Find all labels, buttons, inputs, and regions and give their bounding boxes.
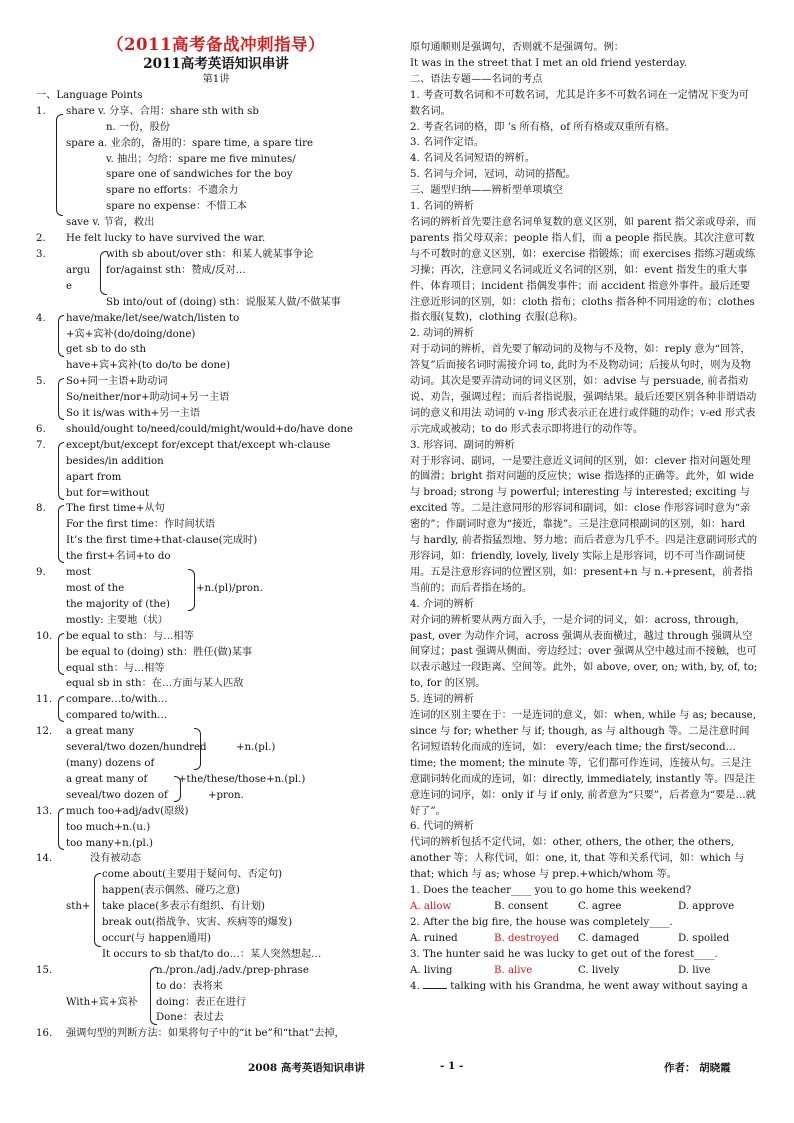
pron-heading: 6. 代词的辨析 [410,821,474,833]
item-4: 4. have/make/let/see/watch/listen to +宾+宾补(do/doing/done) get sb to do sth have+宾+宾补(to do/to be done) [36,312,240,372]
question-3-options: A. living B. alive C. lively D. live [410,964,711,976]
item-12: 12. a great many several/two dozen/hundred +n.(pl.) (many) dozens of a great many of +the/these/those+n.(pl.) seveal/two dozen of +pron. [36,726,306,801]
item-1: 1. share v. 分享、合用：share sth with sb n. 一份，股份 spare a. 业余的，备用的：spare time, a spare tire v. 抽出；匀给：spare me five minutes/ spare one of sandwiches for the boy spare no efforts：不遗余力 spare no expense：不惜工本 save v. 节省，救出 [36,105,314,229]
questions-heading: 三、题型归纳——辨析型单项填空 [410,185,563,197]
item-11: 11. compare…to/with… compared to/with… [36,694,168,722]
adj-heading: 3. 形容词、副词的辨析 [410,439,515,451]
item-8: 8. The first time+从句 For the first time：作时间状语 It’s the first time+that-clause(完成时) the first+名词+to do [36,503,258,563]
question-4: 4. talking with his Grandma, he went away without saying a [410,978,758,995]
page-footer [0,1060,794,1078]
item-7: 7. except/but/except for/except that/except wh-clause besides/in addition apart from but for=without [36,439,331,499]
question-3: 3. The hunter said he was lucky to get out of the forest____. [410,948,718,960]
page-title: 2011高考英语知识串讲 [143,56,289,72]
left-column [36,34,396,1042]
question-2: 2. After the big fire, the house was completely____. [410,916,673,928]
question-2-options: A. ruined B. destroyed C. damaged D. spoiled [410,932,730,944]
item-3: 3. with sb about/over sth：和某人就某事争论 argu for/against sth：赞成/反对… e Sb into/out of (doing) sth：说服某人做/不做某事 [36,248,341,308]
footer-title: 2008 高考英语知识串讲 [248,1062,365,1074]
item-16: 16. 强调句型的判断方法：如果将句子中的“it be”和“that”去掉， [36,1028,345,1040]
grammar-heading: 二、语法专题——名词的考点 [410,73,543,85]
lecture-label: 第1讲 [202,74,230,85]
verb-paragraph: 对于动词的辨析，首先要了解动词的及物与不及物，如：reply 意为“回答，答复”后面接名词时需接介词 to, 此时为不及物动词；后接从句时，则为及物动词。其次是要弄清动词的词义区别，如：advise 与 persuade, 前者指劝说、劝告，强调过程；而后者指说服，强调结果。最后还要区别各种非谓语动词的意义和用法 动词的 v-ing 形式表示正在进行或伴随的动作；v-ed 形式表示完成或被动；to do 形式表示即将进行的动作等。 [410,344,757,435]
prep-paragraph: 对介词的辨析要从两方面入手，一是介词的词义，如：across, through, past, over 为动作介词，across 强调从表面横过，越过 through 强调从空间穿过；past 强调从侧面、旁边经过；over 强调从空中越过而不接触，也可以表示越过一段距离、空间等。此外，如 above, over, on; with, by, of, to; to, for 的区别。 [410,614,758,690]
noun-paragraph: 名词的辨析首先要注意名词单复数的意义区别，如 parent 指父亲或母亲，而 parents 指父母双亲；people 指人们，而 a people 指民族。其次注意可数与不可数时的意义区别，如：exercise 指锻炼；而 exercises 指练习题或练习操；再次，注意同义名词或近义名词的区别，如：event 指发生的重大事件、体育项目；incident 指偶发事件；而 accident 指意外事件。最后还要注意近形词的区别，如：cloth 指布；cloths 指各种不同用途的布；clothes 指衣服(复数)，clothing 衣服(总称)。 [410,216,757,324]
conj-paragraph: 连词的区别主要在于：一是连词的意义，如：when, while 与 as; because, since 与 for; whether 与 if; though, as 与 although 等。二是注意时间名词短语转化而成的连词，如： every/each time; the first/second…time; the moment; the minute 等，它们都可作连词，连接从句。三是注意副词转化而成的连词，如：directly, immediately, instantly 等。四是注意连词的词序，如：only if 与 if only, 前者意为“只要”，后者意为“要是…就好了”。 [410,710,756,817]
item-13: 13. much too+adj/adv(原级) too much+n.(u.) too many+n.(pl.) [36,805,189,849]
question-1-options: A. allow B. consent C. agree D. approve [410,900,735,912]
prep-heading: 4. 介词的辨析 [410,598,474,610]
conj-heading: 5. 连词的辨析 [410,694,474,706]
verb-heading: 2. 动词的辨析 [410,328,474,340]
pron-paragraph: 代词的辨析包括不定代词，如：other, others, the other, the others, another 等；人称代词，如：one, it, that 等和关系代词，如：which 与 that; which 与 as; whose 与 prep.+which/whom 等。 [410,837,745,881]
right-column: 原句通顺则是强调句，否则就不是强调句。例： It was in the street that I met an old friend yesterday. 二、语法专题——名词的考点 1. 考查可数名词和不可数名词，尤其是许多不可数名词在一定情况下变为可数名词。 2. 考查名词的格，即 ’s 所有格，of 所有格或双重所有格。 3. 名词作定语。 4. 名词及名词短语的辨析。 5. 名词与介词，冠词，动词的搭配。 三、题型归纳——辨析型单项填空 1. 名词的辨析 名词的辨析首先要注意名词单复数的意义区别，如 parent 指父亲或母亲，而 parents 指父母双亲；people 指人们，而 a people 指民族。其次注意可数与不可数时的意义区别，如：exercise 指锻炼；而 exercises 指练习题或练习操；再次，注意同义名词或近义名词的区别，如：event 指发生的重大事件、体育项目；incident 指偶发事件；而 accident 指意外事件。最后还要注意近形词的区别，如：cloth 指布；cloths 指各种不同用途的布；clothes 指衣服(复数)，clothing 衣服(总称)。 2. 动词的辨析 对于动词的辨析，首先要了解动词的及物与不及物，如：reply 意为“回答，答复”后面接名词时需接介词 to, 此时为不及物动词；后接从句时，则为及物动词。其次是要弄清动词的词义区别，如：advise 与 persuade, 前者指劝说、劝告，强调过程；而后者指说服，强调结果。最后还要区别各种非谓语动词的意义和用法 动词的 v-ing 形式表示正在进行或伴随的动作；v-ed 形式表示完成或被动；to do 形式表示即将进行的动作等。 3. 形容词、副词的辨析 对于形容词、副词，一是要注意近义词间的区别，如：clever 指对问题处理的圆滑；bright 指对问题的反应快；wise 指选择的正确等。此外，如 wide 与 broad; strong 与 powerful; interesting 与 interested; exciting 与 excited 等。二是注意同形的形容词和副词，如：close 作形容词时意为“亲密的”；作副词时意为“接近，靠拢”。三是注意同根副词的区别，如：hard 与 hardly, 前者指猛烈地、努力地；而后者意为几乎不。四是注意副词形式的形容词，如：friendly, lovely, lively 实际上是形容词，切不可当作副词使用。五是注意形容词的位置区别，如：present+n 与 n.+present，前者指当前的；而后者指在场的。 4. 介词的辨析 对介词的辨析要从两方面入手，一是介词的词义，如：across, through, past, over 为动作介词，across 强调从表面横过，越过 through 强调从空间穿过；past 强调从侧面、旁边经过；over 强调从空中越过而不接触，也可以表示越过一段距离、空间等。此外，如 above, over, on; with, by, of, to; to, for 的区别。 5. 连词的辨析 连词的区别主要在于：一是连词的意义，如：when, while 与 as; because, since 与 for; whether 与 if; though, as 与 although 等。二是注意时间名词短语转化而成的连词，如： every/each time; the first/second…time; the moment; the minute 等，它们都可作连词，连接从句。三是注意副词转化而成的连词，如：directly, immediately, instantly 等。四是注意连词的词序，如：only if 与 if only, 前者意为“只要”，后者意为“要是…就好了”。 6. 代词的辨析 代词的辨析包括不定代词，如：other, others, the other, the others, another 等；人称代词，如：one, it, that 等和关系代词，如：which 与 that; which 与 as; whose 与 prep.+which/whom 等。 1. Does the teacher____ you to go home this weekend? A. allow B. consent C. agree D. approve 2. After the big fire, the house was completely____. A. ruined B. destroyed C. damaged D. spoiled 3. The hunter said he was lucky to get out of the forest____. A. living B. alive C. lively D. live 4. talking with his Grandma, he went away without saying a [410,40,758,995]
item-9: 9. most most of the +n.(pl)/pron. the majority of (the) mostly: 主要地（状） [36,567,263,626]
item-15: 15. n./pron./adj./adv./prep-phrase to do：表将来 With+宾+宾补 doing：表正在进行 Done：表过去 [36,964,309,1024]
item-5: 5. So+同一主语+助动词 So/neither/nor+助动词+另一主语 So it is/was with+另一主语 [36,376,230,420]
adj-paragraph: 对于形容词、副词，一是要注意近义词间的区别，如：clever 指对问题处理的圆滑；bright 指对问题的反应快；wise 指选择的正确等。此外，如 wide 与 broad; strong 与 powerful; interesting 与 interested; exciting 与 excited 等。二是注意同形的形容词和副词，如：close 作形容词时意为“亲密的”；作副词时意为“接近，靠拢”。三是注意同根副词的区别，如：hard 与 hardly, 前者指猛烈地、努力地；而后者意为几乎不。四是注意副词形式的形容词，如：friendly, lovely, lively 实际上是形容词，切不可当作副词使用。五是注意形容词的位置区别，如：present+n 与 n.+present，前者指当前的；而后者指在场的。 [410,455,758,594]
item-10: 10. be equal to sth：与…相等 be equal to (doing) sth：胜任(做)某事 equal sth：与…相等 equal sb in sth：在…方面与某人匹敌 [36,630,253,690]
footer-author: 作者： 胡晓霞 [664,1062,731,1074]
item-14: 14. 没有被动态 come about(主要用于疑问句、否定句) happen(表示偶然、碰巧之意) sth+ take place(多表示有组织、有计划) break out(指战争、灾害、疾病等的爆发) occur(与 happen通用) It occurs to sb that/to do…：某人突然想起… [36,853,322,960]
item-6: 6. should/ought to/need/could/might/would+do/have done [36,423,353,435]
section-heading: 一、Language Points [36,89,143,101]
page-number: - 1 - [440,1060,464,1072]
title-red: （2011高考备战冲刺指导） [107,35,325,54]
noun-heading: 1. 名词的辨析 [410,201,474,213]
question-1: 1. Does the teacher____ you to go home this weekend? [410,885,692,897]
item-2: 2. He felt lucky to have survived the war. [36,233,266,245]
